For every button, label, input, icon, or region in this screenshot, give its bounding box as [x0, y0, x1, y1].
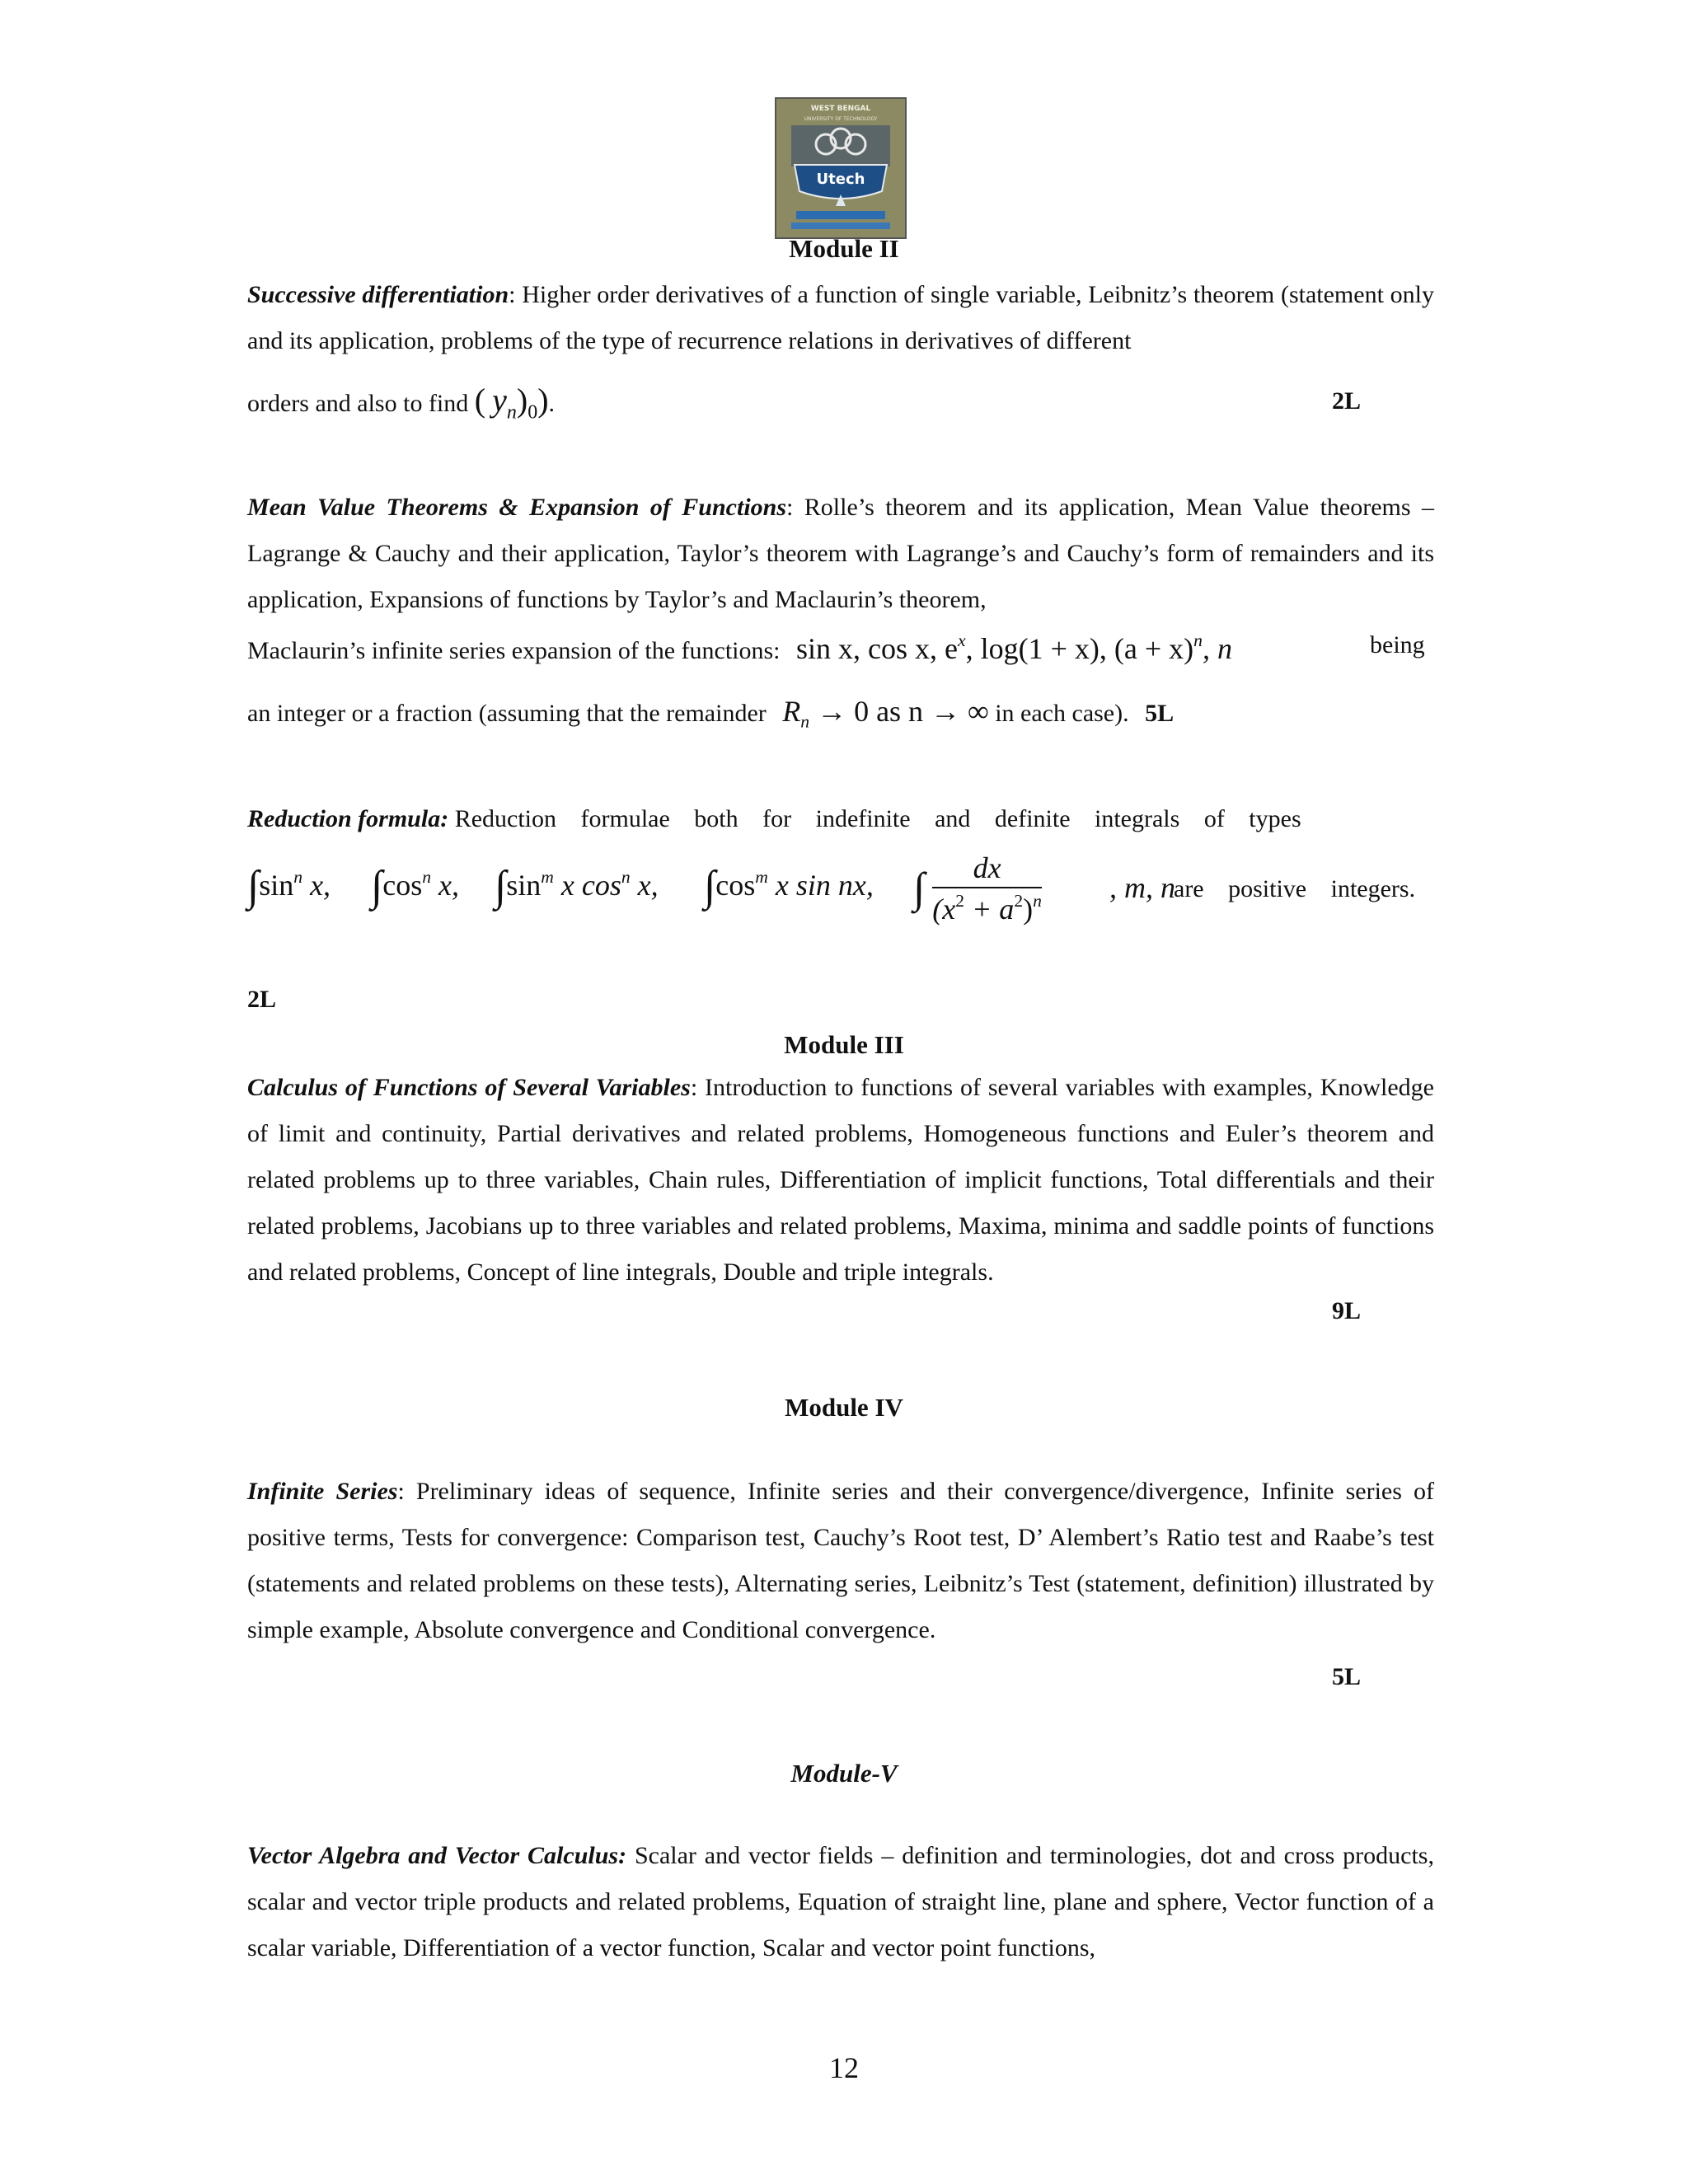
remainder-formula: $R_n \to 0$ as n → ∞ [782, 695, 989, 732]
integral-sin-m-cos-n: $\int\sin^m$ x $\cos^n x$, [495, 863, 659, 910]
m-n-variables: , m, n [1109, 871, 1175, 904]
several-variables-title: Calculus of Functions of Several Variables [247, 1074, 691, 1101]
integral-cos-n: $\int\cos^n$ x, [371, 863, 460, 910]
vector-algebra-title: Vector Algebra and Vector Calculus: [247, 1842, 627, 1869]
module-4-heading: Module IV [785, 1393, 903, 1422]
infinite-series-title: Infinite Series [247, 1478, 398, 1505]
integral-sin-n: $\int\sin^n$ x, [247, 863, 331, 910]
reduction-integrals-line [247, 851, 1434, 949]
integral-cos-m-sin-nx: $\int\cos^m$ x sin nx, [704, 863, 874, 910]
vector-algebra-paragraph [247, 1833, 1434, 1971]
module-2-p2-hours: 5L [1145, 700, 1175, 727]
maclaurin-expansion-line: Maclaurin’s infinite series expansion of the functions: sin x, cos x, $e^x$, log(1 + x), $(a + x)^n$, n being [247, 630, 1425, 665]
module-5-heading: Module-V [790, 1759, 898, 1788]
expansion-functions-formula: sin x, cos x, $e^x$, log(1 + x), $(a + x)^n$, n [796, 630, 1232, 665]
logo-sub-text: UNIVERSITY OF TECHNOLOGY [804, 116, 878, 122]
module-4-hours: 5L [1332, 1663, 1362, 1690]
mean-value-text: : Rolle’s theorem and its application, Mean Value theorems – Lagrange & Cauchy and their application, Taylor’s theorem with Lagrange’s and Cauchy’s form of remainders and its application, Expansions of functions by Taylor’s and Maclaurin’s theorem, [247, 494, 1434, 613]
successive-differentiation-line3: orders and also to find ( $y_n)_0$). [247, 382, 556, 424]
vector-algebra-text: Scalar and vector fields – definition and terminologies, dot and cross products, scalar and vector triple products and related problems, Equation of straight line, plane and sphere, Vector function of a scalar variable, Differentiation of a vector function, Scalar and vector point functions, [247, 1842, 1434, 1961]
module-3-heading: Module III [784, 1030, 904, 1059]
reduction-formula-paragraph [247, 796, 1434, 842]
successive-differentiation-title: Successive differentiation [247, 281, 509, 308]
logo-shield-text: Utech [816, 171, 865, 188]
logo-emblem-icon [776, 99, 905, 237]
positive-integers-text: are positive integers. [1174, 875, 1416, 902]
module-2-p3-hours: 2L [247, 986, 277, 1013]
successive-differentiation-paragraph [247, 272, 1434, 364]
remainder-line: an integer or a fraction (assuming that the remainder $R_n \to 0$ as n → ∞ in each case). 5L [247, 695, 1175, 732]
module-2-heading: Module II [789, 234, 899, 263]
successive-differentiation-text: : Higher order derivatives of a function of single variable, Leibnitz’s theorem (statement only and its application, problems of the type of recurrence relations in derivatives of different [247, 281, 1435, 354]
mean-value-paragraph [247, 485, 1434, 623]
infinite-series-paragraph [247, 1469, 1434, 1653]
mean-value-title: Mean Value Theorems & Expansion of Functions [247, 494, 787, 521]
page-number: 12 [829, 2051, 859, 2084]
university-logo [775, 97, 907, 239]
infinite-series-text: : Preliminary ideas of sequence, Infinite series and their convergence/divergence, Infinite series of positive terms, Tests for convergence: Comparison test, Cauchy’s Root test, D’ Alembert’s Ratio test and Raabe’s test (statements and related problems on these tests), Alternating series, Leibnitz’s Test (statement, definition) illustrated by simple example, Absolute convergence and Conditional convergence. [247, 1478, 1435, 1643]
yn0-formula: ( $y_n)_0$) [474, 382, 549, 424]
reduction-formula-title: Reduction formula: [247, 805, 449, 832]
several-variables-text: : Introduction to functions of several variables with examples, Knowledge of limit and continuity, Partial derivatives and related problems, Homogeneous functions and Euler’s theorem and related problems up to three variables, Chain rules, Differentiation of implicit functions, Total differentials and their related problems, Jacobians up to three variables and related problems, Maxima, minima and saddle points of functions and related problems, Concept of line integrals, Double and triple integrals. [247, 1074, 1434, 1286]
several-variables-paragraph [247, 1065, 1434, 1296]
reduction-formula-text: Reduction formulae both for indefinite and definite integrals of types [454, 805, 1301, 832]
module-3-hours: 9L [1332, 1297, 1362, 1324]
module-2-p1-hours: 2L [1332, 387, 1362, 415]
logo-top-text: WEST BENGAL [810, 105, 871, 113]
integral-dx-fraction: ∫ $\frac{dx}{(x^2 + a^2)^n}$ [913, 851, 1042, 926]
